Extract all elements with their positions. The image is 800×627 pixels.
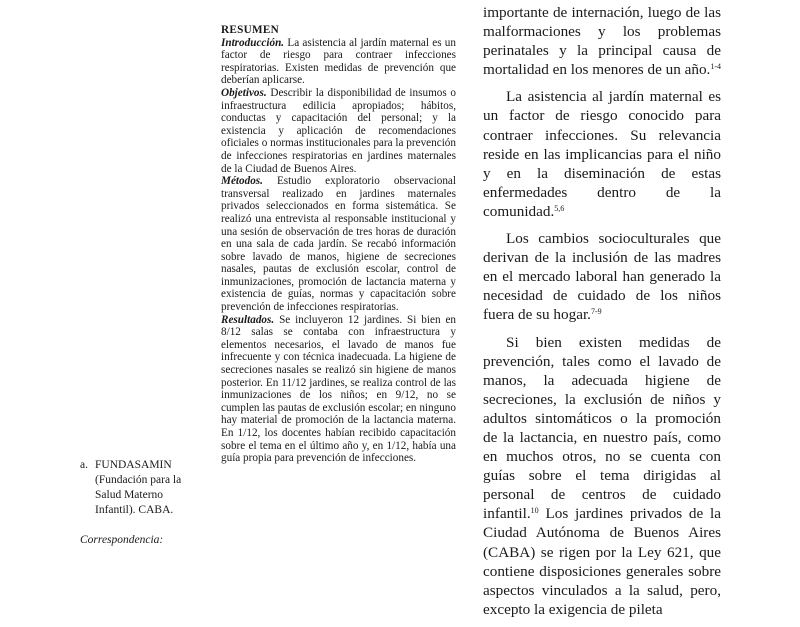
section-label-intro: Introducción.	[221, 36, 285, 49]
abstract-section-results	[221, 314, 456, 465]
section-text-results: Se incluyeron 12 jardines. Si bien en 8/12 salas se contaba con infraestructura y elementos necesarios, el lavado de manos fue infrecuente y con técnica inadecuada. La higiene de secreciones nasales se realizó sin higiene de manos posterior. En 11/12 jardines, se realiza control de las inmunizaciones de los niños; en 9/12, no se cumplen las pautas de exclusión escolar; en ninguno hay material de promoción de la lactancia materna. En 1/12, los docentes habían recibido capacitación sobre el tema en el último año y, en 1/12, había una guía propia para prevención de infecciones.	[221, 313, 456, 465]
paragraph-continuation: Los jardines privados de la Ciudad Autónoma de Buenos Aires (CABA) se rigen por la Ley 621, que contiene disposiciones generales sobre aspectos vinculados a la salud, pero, excepto la exigencia de pileta	[483, 505, 721, 618]
paragraph-text: importante de internación, luego de las malformaciones y los problemas perinatales y la principal causa de mortalidad en los menores de un año.	[483, 4, 721, 79]
body-column	[483, 3, 721, 627]
abstract-section-methods	[221, 175, 456, 314]
section-text-objectives: Describir la disponibilidad de insumos o infraestructura edilicia apropiados; hábitos, conductas y capacitación del personal; y la existencia y aplicación de recomendaciones oficiales o normas institucionales para la prevención de infecciones respiratorias en jardines maternales de la Ciudad de Buenos Aires.	[221, 86, 457, 175]
citation-ref: 5,6	[554, 203, 565, 213]
abstract-section-objectives	[221, 87, 456, 175]
affiliation-mark: a.	[80, 459, 88, 471]
paragraph-text: Los cambios socioculturales que derivan de la inclusión de las madres en el mercado laboral han generado la necesidad de cuidado de los niños fuera de su hogar.	[483, 230, 721, 324]
citation-ref: 10	[530, 506, 539, 516]
section-label-objectives: Objetivos.	[221, 86, 267, 99]
citation-ref: 1-4	[710, 62, 722, 72]
paragraph-text: La asistencia al jardín maternal es un factor de riesgo conocido para contraer infecciones. Su relevancia reside en las implicancias para el niño y en la diseminación de estas enfermedades dentro de la comunidad.	[483, 88, 721, 220]
abstract-column	[221, 24, 456, 465]
margin-notes	[80, 458, 200, 548]
section-label-methods: Métodos.	[221, 175, 263, 188]
abstract-title: RESUMEN	[221, 24, 280, 36]
section-text-methods: Estudio exploratorio observacional transversal realizado en jardines maternales privados seleccionados en forma sistemática. Se realizó una entrevista al responsable institucional y una sesión de observación de tres horas de duración en una sala de cada jardín. Se recabó información sobre lavado de manos, higiene de secreciones nasales, pautas de exclusión escolar, control de inmunizaciones, promoción de lactancia materna y existencia de guías, normas y capacitación sobre prevención de infecciones respiratorias.	[221, 175, 456, 314]
abstract-section-intro	[221, 37, 456, 87]
paragraph-text: Si bien existen medidas de prevención, tales como el lavado de manos, la adecuada higiene de secreciones, la exclusión de niños y adultos sintomáticos o la promoción de la lactancia, en nuestro país, como en muchos otros, no se cuenta con guías sobre el tema dirigidas al personal de centros de cuidado infantil.	[483, 333, 721, 523]
body-paragraph-3	[483, 229, 721, 324]
affiliation-note	[80, 458, 200, 518]
affiliation-text: FUNDASAMIN (Fundación para la Salud Materno Infantil). CABA.	[95, 459, 182, 516]
body-paragraph-1	[483, 3, 721, 79]
section-text-intro: La asistencia al jardín maternal es un factor de riesgo para contraer infecciones respiratorias. Existen medidas de prevención que deberían aplicarse.	[221, 36, 456, 87]
citation-ref: 7-9	[590, 307, 602, 317]
correspondence-label: Correspondencia:	[80, 534, 164, 546]
body-paragraph-2	[483, 87, 721, 221]
section-label-results: Resultados.	[221, 313, 275, 326]
body-paragraph-4	[483, 333, 721, 619]
